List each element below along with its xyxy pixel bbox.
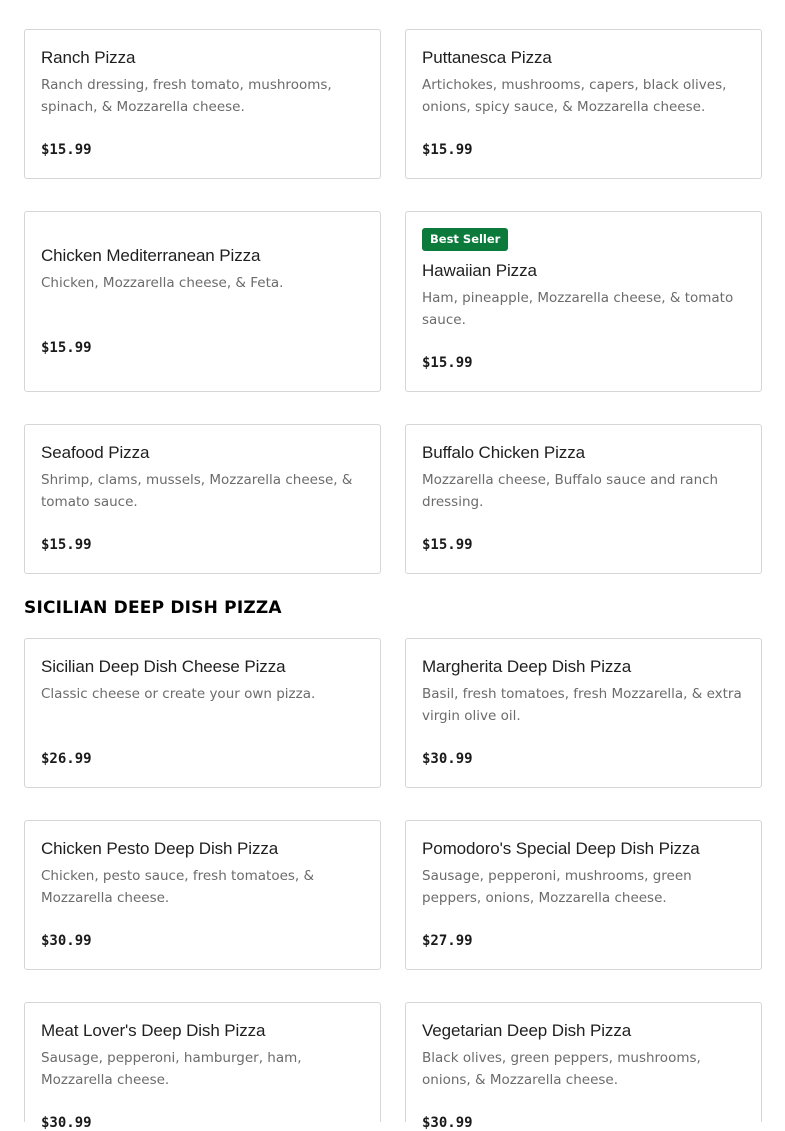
best-seller-badge: Best Seller: [422, 228, 508, 251]
menu-item-name: Puttanesca Pizza: [422, 48, 552, 67]
menu-item-card[interactable]: [24, 1002, 381, 1131]
menu-item-price: $26.99: [41, 751, 92, 767]
menu-item-description: Chicken, pesto sauce, fresh tomatoes, & Mozzarella cheese.: [41, 868, 315, 906]
menu-item-card[interactable]: [24, 424, 381, 574]
menu-item-description: Ranch dressing, fresh tomato, mushrooms, spinach, & Mozzarella cheese.: [41, 77, 332, 115]
menu-item-description: Artichokes, mushrooms, capers, black olives, onions, spicy sauce, & Mozzarella cheese.: [422, 77, 727, 115]
menu-item-name: Hawaiian Pizza: [422, 261, 537, 280]
menu-item-price: $30.99: [41, 1115, 92, 1131]
menu-item-price: $30.99: [422, 1115, 473, 1131]
menu-item-name: Seafood Pizza: [41, 443, 150, 462]
menu-item-card[interactable]: [405, 1002, 762, 1131]
menu-item-card[interactable]: [24, 29, 381, 179]
menu-item-price: $15.99: [41, 142, 92, 158]
menu-item-description: Classic cheese or create your own pizza.: [41, 686, 316, 702]
menu-item-card[interactable]: [405, 424, 762, 574]
menu-item-name: Ranch Pizza: [41, 48, 136, 67]
menu-item-price: $15.99: [422, 355, 473, 371]
menu-item-price: $15.99: [41, 537, 92, 553]
menu-item-name: Chicken Pesto Deep Dish Pizza: [41, 839, 279, 858]
menu-item-card[interactable]: [405, 820, 762, 970]
menu-item-description: Black olives, green peppers, mushrooms, onions, & Mozzarella cheese.: [422, 1050, 701, 1088]
menu-item-price: $15.99: [422, 537, 473, 553]
menu-item-description: Shrimp, clams, mussels, Mozzarella cheese, & tomato sauce.: [41, 472, 353, 510]
menu-item-name: Sicilian Deep Dish Cheese Pizza: [41, 657, 286, 676]
menu-item-description: Sausage, pepperoni, hamburger, ham, Mozzarella cheese.: [41, 1050, 302, 1088]
menu-item-name: Margherita Deep Dish Pizza: [422, 657, 632, 676]
menu-item-price: $30.99: [422, 751, 473, 767]
menu-item-card[interactable]: [405, 638, 762, 788]
menu-item-description: Mozzarella cheese, Buffalo sauce and ranch dressing.: [422, 472, 719, 510]
menu-item-price: $30.99: [41, 933, 92, 949]
menu-item-description: Sausage, pepperoni, mushrooms, green peppers, onions, Mozzarella cheese.: [422, 868, 692, 906]
menu-item-price: $15.99: [41, 340, 92, 356]
menu-item-price: $15.99: [422, 142, 473, 158]
menu-item-name: Meat Lover's Deep Dish Pizza: [41, 1021, 266, 1040]
menu-item-card[interactable]: [24, 638, 381, 788]
menu-item-description: Ham, pineapple, Mozzarella cheese, & tomato sauce.: [422, 290, 734, 328]
menu-item-name: Chicken Mediterranean Pizza: [41, 246, 261, 265]
menu-item-description: Basil, fresh tomatoes, fresh Mozzarella, & extra virgin olive oil.: [422, 686, 742, 724]
menu-item-card[interactable]: [24, 820, 381, 970]
menu-item-price: $27.99: [422, 933, 473, 949]
menu-item-name: Vegetarian Deep Dish Pizza: [422, 1021, 632, 1040]
menu-item-card[interactable]: [24, 211, 381, 392]
menu-item-card[interactable]: [405, 211, 762, 392]
section-heading: SICILIAN DEEP DISH PIZZA: [24, 598, 282, 618]
menu-item-description: Chicken, Mozzarella cheese, & Feta.: [41, 275, 284, 291]
menu-item-card[interactable]: [405, 29, 762, 179]
menu-item-name: Pomodoro's Special Deep Dish Pizza: [422, 839, 700, 858]
menu-item-name: Buffalo Chicken Pizza: [422, 443, 585, 462]
